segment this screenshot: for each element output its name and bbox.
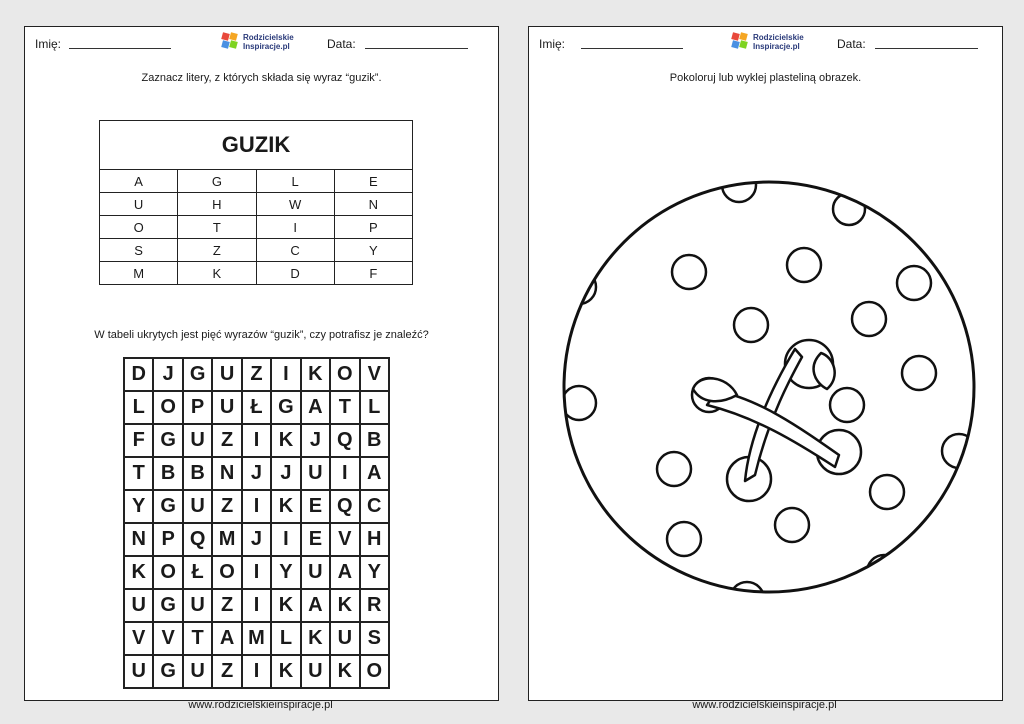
wordsearch-cell[interactable]: G	[271, 391, 300, 424]
letter-cell[interactable]: W	[256, 193, 334, 216]
wordsearch-cell[interactable]: K	[301, 358, 330, 391]
wordsearch-cell[interactable]: Y	[360, 556, 389, 589]
wordsearch-cell[interactable]: U	[183, 424, 212, 457]
wordsearch-cell[interactable]: K	[330, 589, 359, 622]
wordsearch-cell[interactable]: Q	[183, 523, 212, 556]
logo-text-line2: Inspiracje.pl	[243, 42, 290, 51]
wordsearch-cell[interactable]: T	[330, 391, 359, 424]
name-label: Imię:	[539, 37, 566, 51]
wordsearch-cell[interactable]: J	[242, 457, 271, 490]
wordsearch-cell[interactable]: I	[242, 556, 271, 589]
wordsearch-cell[interactable]: H	[360, 523, 389, 556]
letter-table-row	[100, 262, 413, 285]
wordsearch-cell[interactable]: T	[124, 457, 153, 490]
wordsearch-cell[interactable]: O	[212, 556, 241, 589]
instruction-letters: Zaznacz litery, z których składa się wyraz “guzik”.	[141, 72, 382, 84]
wordsearch-cell[interactable]: U	[183, 589, 212, 622]
letter-table-row	[100, 170, 413, 193]
wordsearch-cell[interactable]: O	[153, 391, 182, 424]
wordsearch-cell[interactable]: V	[153, 622, 182, 655]
letter-cell[interactable]: N	[334, 193, 412, 216]
letter-cell[interactable]: M	[100, 262, 178, 285]
wordsearch-cell[interactable]: K	[271, 589, 300, 622]
wordsearch-cell[interactable]: Z	[212, 589, 241, 622]
wordsearch-cell[interactable]: O	[360, 655, 389, 688]
letter-cell[interactable]: H	[178, 193, 256, 216]
wordsearch-cell[interactable]: Z	[242, 358, 271, 391]
wordsearch-cell[interactable]: Z	[212, 490, 241, 523]
wordsearch-cell[interactable]: Q	[330, 424, 359, 457]
logo-text-line2: Inspiracje.pl	[753, 42, 800, 51]
footer-url-right: www.rodzicielskieinspiracje.pl	[692, 699, 837, 711]
wordsearch-cell[interactable]: J	[153, 358, 182, 391]
logo	[731, 31, 811, 53]
wordsearch-cell[interactable]: U	[124, 655, 153, 688]
letter-table	[99, 120, 413, 285]
date-label: Data:	[837, 37, 866, 51]
letter-cell[interactable]: U	[100, 193, 178, 216]
wordsearch-cell[interactable]: I	[271, 358, 300, 391]
name-label: Imię:	[35, 37, 62, 51]
wordsearch-cell[interactable]: V	[124, 622, 153, 655]
instruction-wordsearch: W tabeli ukrytych jest pięć wyrazów “guzik”, czy potrafisz je znaleźć?	[94, 329, 429, 341]
letter-cell[interactable]: L	[256, 170, 334, 193]
date-label: Data:	[327, 37, 356, 51]
letter-cell[interactable]: I	[256, 216, 334, 239]
date-line	[365, 48, 468, 49]
letter-cell[interactable]: K	[178, 262, 256, 285]
wordsearch-cell[interactable]: U	[301, 655, 330, 688]
logo	[221, 31, 301, 53]
wordsearch-cell[interactable]: Q	[330, 490, 359, 523]
wordsearch-cell[interactable]: A	[301, 391, 330, 424]
letter-table-row	[100, 193, 413, 216]
wordsearch-cell[interactable]: G	[153, 655, 182, 688]
date-line	[875, 48, 978, 49]
footer-url-left: www.rodzicielskieinspiracje.pl	[188, 699, 333, 711]
button-illustration	[559, 177, 979, 597]
wordsearch-cell[interactable]: R	[360, 589, 389, 622]
letter-table-row	[100, 216, 413, 239]
wordsearch-cell[interactable]: S	[360, 622, 389, 655]
wordsearch-cell[interactable]: A	[212, 622, 241, 655]
wordsearch-cell[interactable]: Ł	[183, 556, 212, 589]
wordsearch-cell[interactable]: I	[330, 457, 359, 490]
wordsearch-cell[interactable]: I	[242, 589, 271, 622]
wordsearch-cell[interactable]: Z	[212, 424, 241, 457]
letter-cell[interactable]: S	[100, 239, 178, 262]
wordsearch-cell[interactable]: E	[301, 490, 330, 523]
wordsearch-cell[interactable]: N	[212, 457, 241, 490]
logo-text-line1: Rodzicielskie	[243, 33, 294, 42]
wordsearch-cell[interactable]: Y	[271, 556, 300, 589]
wordsearch-cell[interactable]: V	[330, 523, 359, 556]
wordsearch-cell[interactable]: V	[360, 358, 389, 391]
wordsearch-cell[interactable]: K	[271, 424, 300, 457]
wordsearch-cell[interactable]: K	[271, 655, 300, 688]
wordsearch-cell[interactable]: B	[183, 457, 212, 490]
wordsearch-cell[interactable]: J	[301, 424, 330, 457]
wordsearch-cell[interactable]: U	[183, 490, 212, 523]
wordsearch-cell[interactable]: K	[271, 490, 300, 523]
wordsearch-cell[interactable]: N	[124, 523, 153, 556]
wordsearch-cell[interactable]: B	[153, 457, 182, 490]
wordsearch-cell[interactable]: P	[183, 391, 212, 424]
wordsearch-cell[interactable]: U	[212, 391, 241, 424]
wordsearch-cell[interactable]: L	[124, 391, 153, 424]
logo-icon	[221, 32, 239, 50]
wordsearch-grid	[123, 357, 390, 689]
letter-cell[interactable]: C	[256, 239, 334, 262]
wordsearch-cell[interactable]: U	[124, 589, 153, 622]
logo-icon	[731, 32, 749, 50]
letter-cell[interactable]: E	[334, 170, 412, 193]
letter-cell[interactable]: D	[256, 262, 334, 285]
wordsearch-cell[interactable]: G	[153, 424, 182, 457]
wordsearch-cell[interactable]: O	[330, 358, 359, 391]
wordsearch-cell[interactable]: U	[183, 655, 212, 688]
letter-cell[interactable]: Y	[334, 239, 412, 262]
wordsearch-cell[interactable]: U	[212, 358, 241, 391]
wordsearch-cell[interactable]: T	[183, 622, 212, 655]
target-word: GUZIK	[100, 121, 413, 170]
letter-cell[interactable]: G	[178, 170, 256, 193]
wordsearch-cell[interactable]: F	[124, 424, 153, 457]
wordsearch-cell[interactable]: U	[330, 622, 359, 655]
letter-table-row	[100, 239, 413, 262]
wordsearch-cell[interactable]: B	[360, 424, 389, 457]
wordsearch-cell[interactable]: K	[301, 622, 330, 655]
instruction-coloring: Pokoloruj lub wyklej plasteliną obrazek.	[669, 72, 862, 84]
letter-cell[interactable]: F	[334, 262, 412, 285]
wordsearch-cell[interactable]: M	[212, 523, 241, 556]
worksheet-right	[528, 26, 1003, 701]
wordsearch-cell[interactable]: K	[330, 655, 359, 688]
wordsearch-cell[interactable]: D	[124, 358, 153, 391]
wordsearch-cell[interactable]: E	[301, 523, 330, 556]
wordsearch-cell[interactable]: I	[242, 424, 271, 457]
wordsearch-cell[interactable]: I	[242, 655, 271, 688]
wordsearch-cell[interactable]: Ł	[242, 391, 271, 424]
wordsearch-cell[interactable]: L	[271, 622, 300, 655]
wordsearch-cell[interactable]: A	[330, 556, 359, 589]
wordsearch-cell[interactable]: G	[153, 589, 182, 622]
letter-cell[interactable]: P	[334, 216, 412, 239]
name-line	[581, 48, 683, 49]
wordsearch-cell[interactable]: J	[271, 457, 300, 490]
wordsearch-cell[interactable]: Z	[212, 655, 241, 688]
wordsearch-cell[interactable]: G	[183, 358, 212, 391]
letter-cell[interactable]: O	[100, 216, 178, 239]
wordsearch-cell[interactable]: K	[124, 556, 153, 589]
wordsearch-cell[interactable]: M	[242, 622, 271, 655]
wordsearch-cell[interactable]: P	[153, 523, 182, 556]
wordsearch-cell[interactable]: U	[301, 457, 330, 490]
logo-text-line1: Rodzicielskie	[753, 33, 804, 42]
wordsearch-cell[interactable]: G	[153, 490, 182, 523]
letter-cell[interactable]: T	[178, 216, 256, 239]
wordsearch-cell[interactable]: C	[360, 490, 389, 523]
wordsearch-cell[interactable]: I	[242, 490, 271, 523]
wordsearch-cell[interactable]: A	[301, 589, 330, 622]
wordsearch-cell[interactable]: J	[242, 523, 271, 556]
wordsearch-cell[interactable]: L	[360, 391, 389, 424]
wordsearch-cell[interactable]: I	[271, 523, 300, 556]
letter-cell[interactable]: A	[100, 170, 178, 193]
name-line	[69, 48, 171, 49]
wordsearch-cell[interactable]: O	[153, 556, 182, 589]
wordsearch-cell[interactable]: A	[360, 457, 389, 490]
wordsearch-cell[interactable]: Y	[124, 490, 153, 523]
worksheet-left	[24, 26, 499, 701]
letter-cell[interactable]: Z	[178, 239, 256, 262]
wordsearch-cell[interactable]: U	[301, 556, 330, 589]
